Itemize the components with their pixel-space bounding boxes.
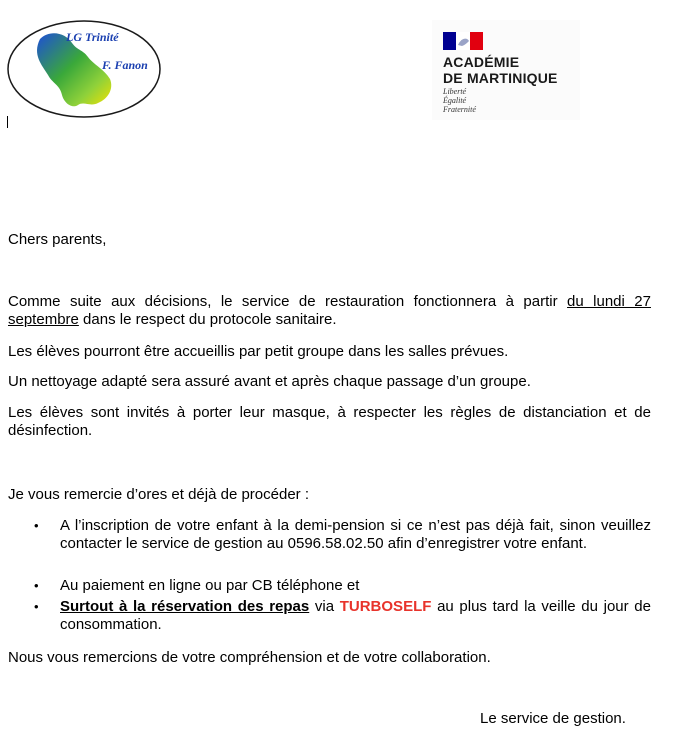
paragraph-mask: Les élèves sont invités à porter leur masque, à respecter les règles de distanciation et de désinfection. (8, 404, 651, 439)
start-date: du lundi 27 septembre (8, 293, 651, 328)
salutation: Chers parents, (8, 231, 107, 248)
reservation-emphasis: Surtout à la réservation des repas (60, 598, 310, 615)
text-cursor (7, 116, 8, 128)
reservation-deadline: au plus tard la veille du jour de consommation. (60, 598, 651, 633)
bullet-marker: • (34, 518, 39, 533)
motto-fraternite: Fraternité (443, 105, 476, 114)
motto-liberte: Liberté (443, 87, 467, 96)
bullet-item-reservation (60, 598, 651, 634)
school-logo-line2: F. Fanon (102, 58, 148, 72)
school-logo (6, 19, 164, 119)
school-logo-graphic (6, 19, 164, 119)
paragraph-cleaning: Un nettoyage adapté sera assuré avant et après chaque passage d’un groupe. (8, 373, 531, 390)
bullet-item-inscription: A l’inscription de votre enfant à la demi-pension si ce n’est pas déjà fait, sinon veuillez contacter le service de gestion au 0596.58.02.50 afin d’enregistrer votre enfant. (60, 517, 651, 552)
signature: Le service de gestion. (480, 710, 626, 727)
turboself-name: TURBOSELF (339, 598, 432, 615)
paragraph-service-start (8, 293, 651, 329)
motto-egalite: Égalité (443, 96, 467, 105)
paragraph-groups: Les élèves pourront être accueillis par petit groupe dans les salles prévues. (8, 343, 509, 360)
academie-logo (432, 20, 580, 120)
academie-title-line1: ACADÉMIE (443, 54, 520, 70)
school-logo-line1: LG Trinité (66, 30, 119, 44)
paragraph-service-start-text: Comme suite aux décisions, le service de restauration fonctionnera à partir (8, 293, 568, 310)
academie-title-line2: DE MARTINIQUE (443, 70, 558, 86)
bullet-marker: • (34, 578, 39, 593)
reservation-via: via (309, 598, 340, 615)
closing-sentence: Nous vous remercions de votre compréhension et de votre collaboration. (8, 649, 491, 666)
marianne-flag-icon (443, 32, 483, 50)
paragraph-service-start-end: dans le respect du protocole sanitaire. (78, 311, 337, 328)
bullet-marker: • (34, 599, 39, 614)
list-intro: Je vous remercie d’ores et déjà de procéder : (8, 486, 309, 503)
bullet-item-payment: Au paiement en ligne ou par CB téléphone et (60, 577, 360, 594)
